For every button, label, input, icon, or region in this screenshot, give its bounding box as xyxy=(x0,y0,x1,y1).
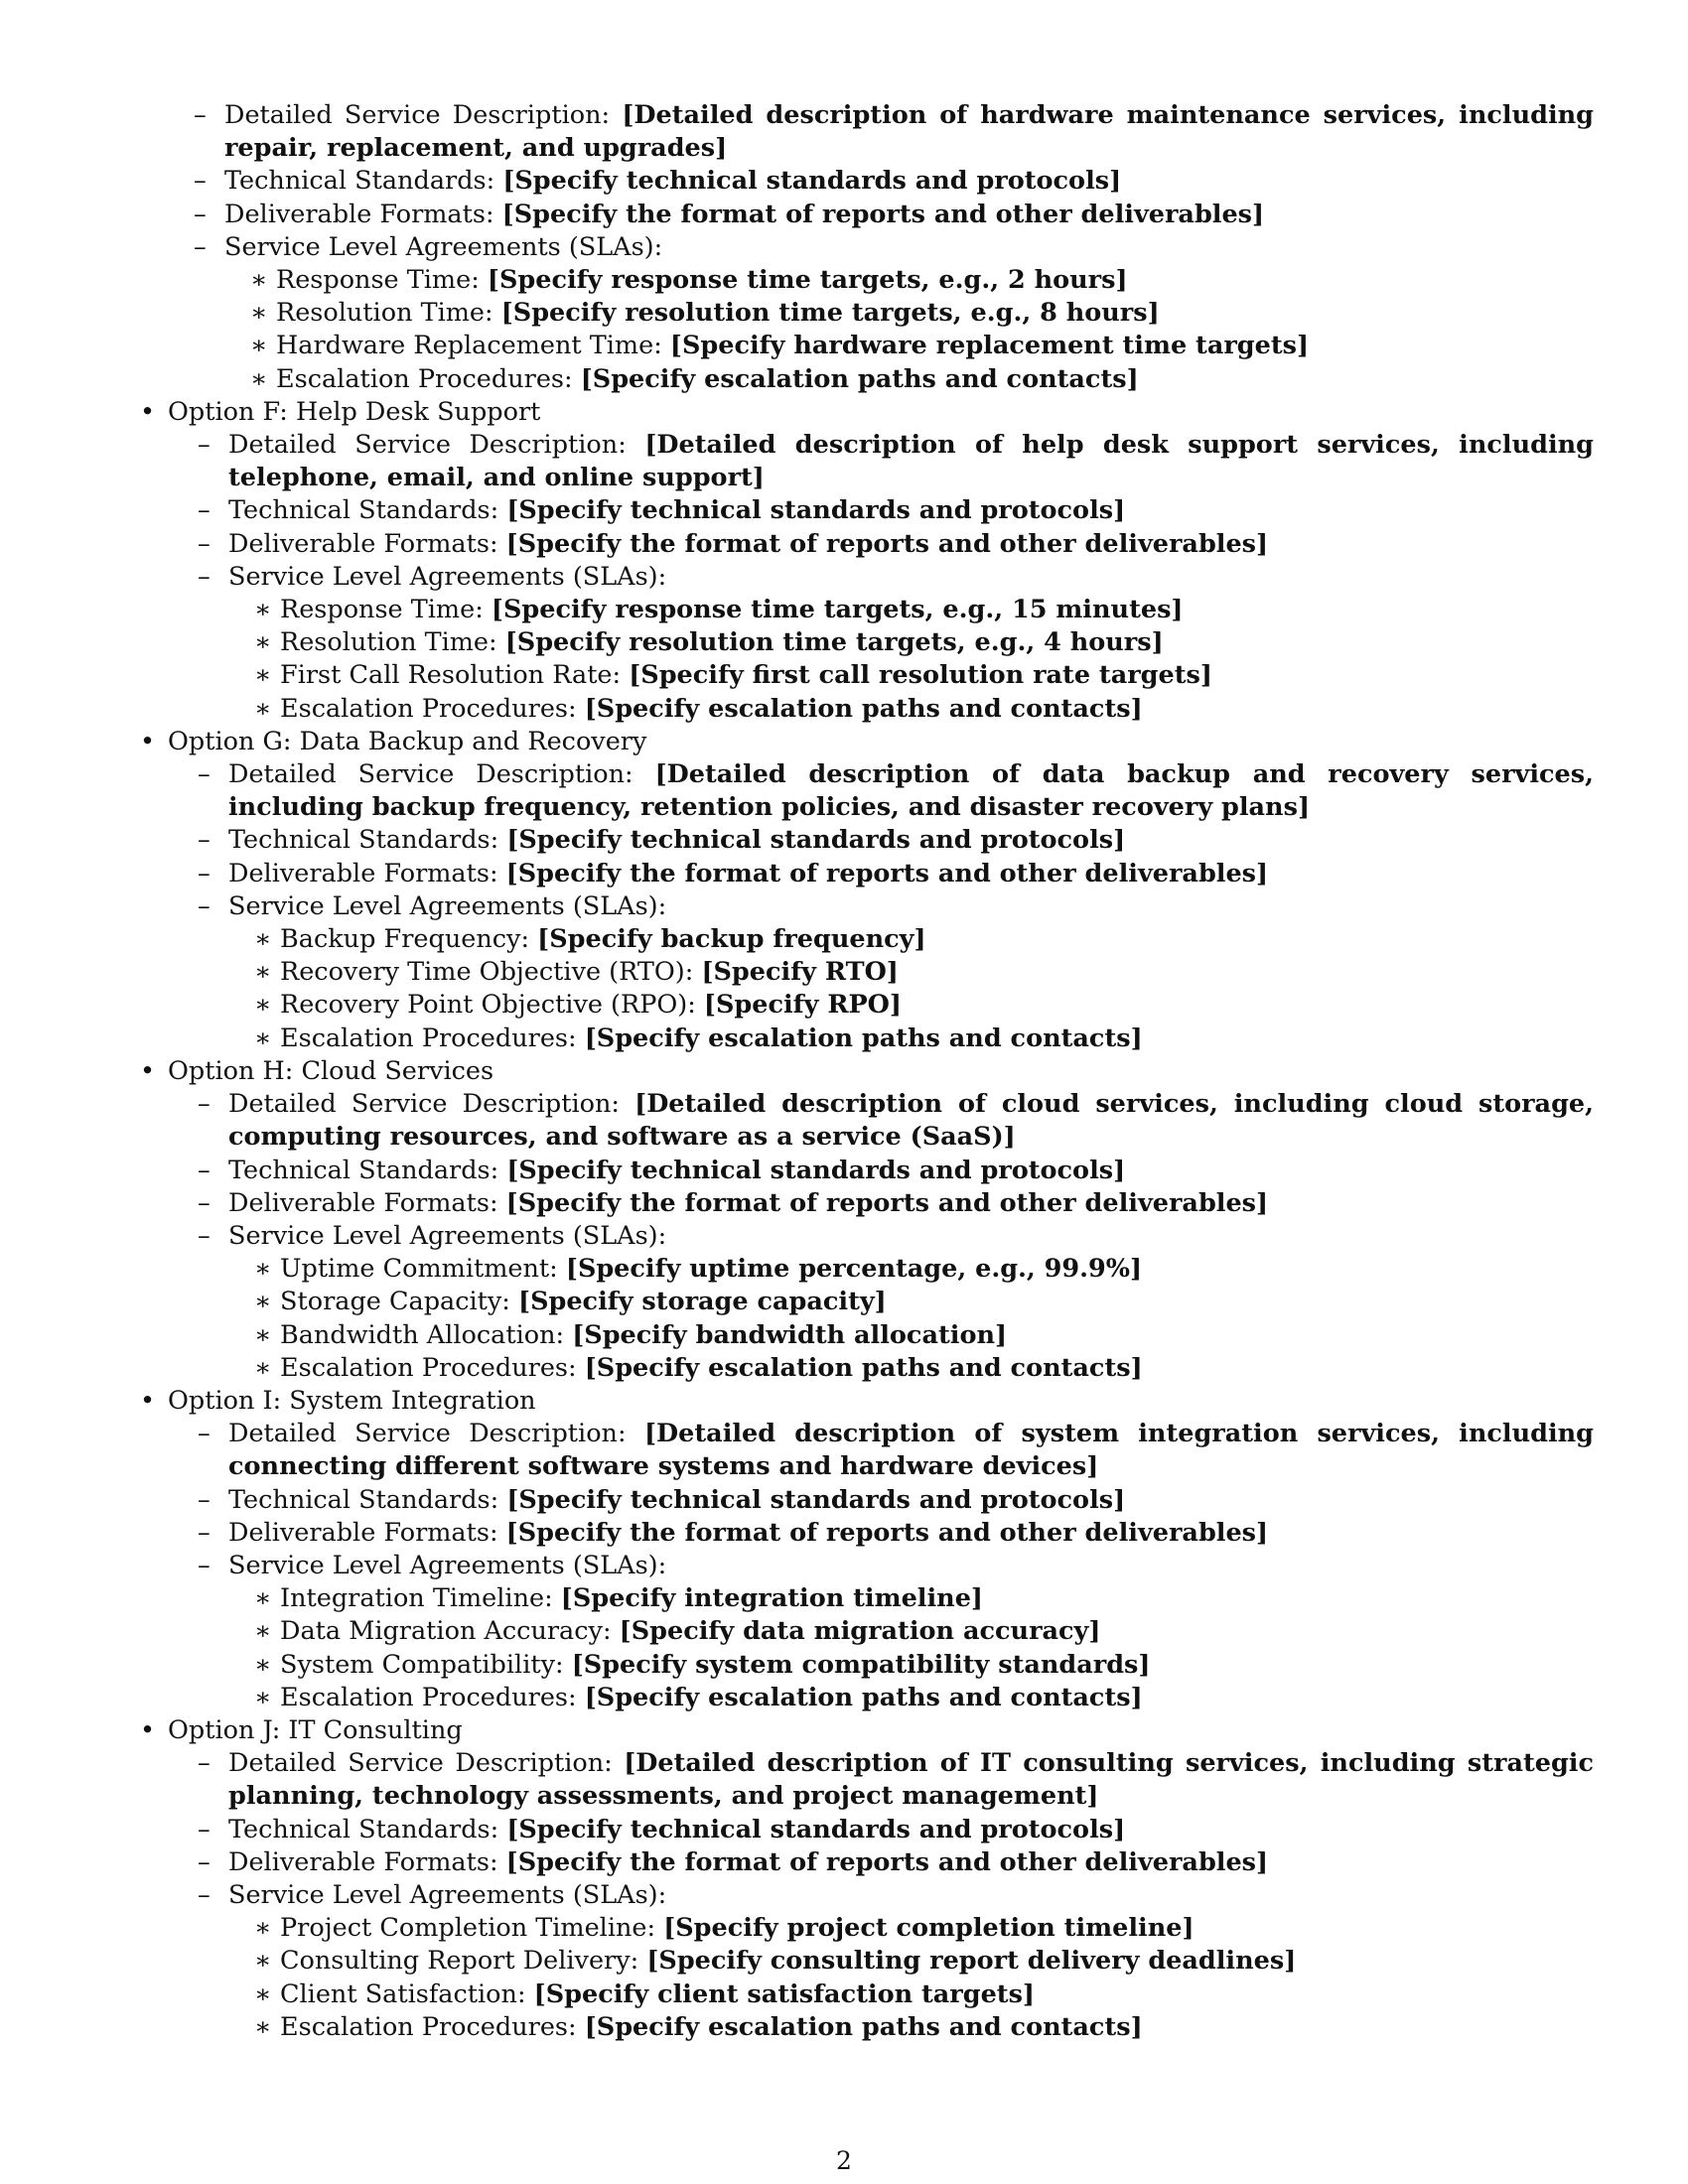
dash-marker: – xyxy=(198,890,211,921)
sla-label: Integration Timeline: xyxy=(280,1583,553,1614)
sla-entry xyxy=(254,594,1594,626)
sla-list xyxy=(254,1253,1594,1385)
dash-marker: – xyxy=(194,166,207,197)
item-label: Technical Standards: xyxy=(228,825,499,856)
item-label: Service Level Agreements (SLAs): xyxy=(228,1550,667,1580)
deliverable-formats-item xyxy=(194,199,1594,231)
dash-marker: – xyxy=(198,1089,211,1120)
star-marker: ∗ xyxy=(254,2011,272,2042)
item-label: Detailed Service Description: xyxy=(228,430,627,461)
sla-entry xyxy=(254,1286,1594,1318)
sla-label: Resolution Time: xyxy=(276,298,493,329)
star-marker: ∗ xyxy=(250,298,268,329)
sla-list xyxy=(250,264,1594,396)
sla-value: [Specify system compatibility standards] xyxy=(571,1649,1151,1680)
technical-standards-item xyxy=(194,165,1594,198)
sla-entry xyxy=(250,297,1594,330)
option-title: Option G: Data Backup and Recovery xyxy=(168,726,647,756)
star-marker: ∗ xyxy=(254,595,272,625)
dash-marker: – xyxy=(198,858,211,888)
sla-entry xyxy=(254,659,1594,692)
continued-option-details xyxy=(194,99,1594,396)
deliverable-formats-item xyxy=(198,858,1594,890)
sla-label: Response Time: xyxy=(280,595,484,625)
dash-marker: – xyxy=(198,495,211,526)
dash-marker: – xyxy=(198,1517,211,1548)
sla-list xyxy=(254,1912,1594,2044)
item-label: Detailed Service Description: xyxy=(228,759,633,790)
technical-standards-item xyxy=(198,1484,1594,1517)
dash-marker: – xyxy=(198,1814,211,1844)
dash-marker: – xyxy=(198,1879,211,1910)
star-marker: ∗ xyxy=(254,1946,272,1977)
sla-label: Escalation Procedures: xyxy=(280,2011,577,2042)
star-marker: ∗ xyxy=(254,627,272,658)
item-value: [Specify the format of reports and other deliverables] xyxy=(505,858,1269,888)
sla-entry xyxy=(254,956,1594,989)
dash-marker: – xyxy=(194,199,207,229)
star-marker: ∗ xyxy=(250,331,268,361)
sla-label: Recovery Time Objective (RTO): xyxy=(280,957,694,988)
sla-label: Uptime Commitment: xyxy=(280,1254,558,1285)
sla-entry xyxy=(254,693,1594,726)
service-description-item xyxy=(194,99,1594,165)
sla-entry xyxy=(254,989,1594,1022)
star-marker: ∗ xyxy=(250,265,268,296)
sla-value: [Specify storage capacity] xyxy=(518,1287,887,1317)
option-title: Option H: Cloud Services xyxy=(168,1055,494,1086)
sla-list xyxy=(254,1582,1594,1714)
item-label: Service Level Agreements (SLAs): xyxy=(228,561,667,592)
dash-marker: – xyxy=(194,231,207,262)
sla-label: Storage Capacity: xyxy=(280,1287,510,1317)
options-list xyxy=(140,396,1595,2044)
item-value: [Specify the format of reports and other deliverables] xyxy=(505,1517,1269,1548)
dash-marker: – xyxy=(198,1748,211,1779)
option-details xyxy=(198,758,1594,1055)
item-value: [Specify technical standards and protocols] xyxy=(506,825,1126,856)
option-details xyxy=(198,1418,1595,1714)
sla-entry xyxy=(254,2011,1594,2044)
star-marker: ∗ xyxy=(254,990,272,1021)
item-label: Detailed Service Description: xyxy=(228,1089,620,1120)
item-value: [Detailed description of help desk support services, including telephone, email, and online support] xyxy=(228,430,1595,493)
option-item xyxy=(140,396,1595,726)
sla-entry xyxy=(254,1649,1594,1682)
star-marker: ∗ xyxy=(254,1616,272,1647)
item-value: [Detailed description of IT consulting services, including strategic planning, technology assessments, and project management] xyxy=(228,1748,1595,1812)
sla-entry xyxy=(250,363,1594,396)
sla-value: [Specify escalation paths and contacts] xyxy=(580,363,1139,394)
dash-marker: – xyxy=(198,1419,211,1449)
option-item xyxy=(140,726,1594,1055)
star-marker: ∗ xyxy=(254,1583,272,1614)
deliverable-formats-item xyxy=(198,1187,1594,1220)
item-label: Deliverable Formats: xyxy=(228,1187,498,1218)
star-marker: ∗ xyxy=(254,1254,272,1285)
page-number: 2 xyxy=(836,2146,852,2175)
item-value: [Specify the format of reports and other deliverables] xyxy=(505,1187,1269,1218)
service-description-item xyxy=(198,1418,1595,1483)
technical-standards-item xyxy=(198,1155,1594,1187)
dash-marker: – xyxy=(194,100,207,130)
sla-value: [Specify backup frequency] xyxy=(537,924,926,955)
star-marker: ∗ xyxy=(254,660,272,691)
item-label: Deliverable Formats: xyxy=(224,199,494,229)
sla-label: Escalation Procedures: xyxy=(280,693,577,724)
sla-entry xyxy=(250,330,1594,362)
sla-label: Escalation Procedures: xyxy=(276,363,573,394)
star-marker: ∗ xyxy=(254,1979,272,2009)
dash-marker: – xyxy=(198,1550,211,1580)
sla-value: [Specify uptime percentage, e.g., 99.9%] xyxy=(565,1254,1143,1285)
sla-item xyxy=(198,1879,1594,2044)
sla-label: Data Migration Accuracy: xyxy=(280,1616,612,1647)
item-label: Detailed Service Description: xyxy=(228,1419,627,1449)
sla-value: [Specify first call resolution rate targets] xyxy=(629,660,1212,691)
dash-marker: – xyxy=(198,1220,211,1251)
sla-entry xyxy=(254,923,1594,956)
technical-standards-item xyxy=(198,1814,1594,1846)
item-label: Service Level Agreements (SLAs): xyxy=(228,1220,667,1251)
dash-marker: – xyxy=(198,430,211,461)
option-details xyxy=(198,1747,1595,2044)
sla-label: Bandwidth Allocation: xyxy=(280,1319,565,1350)
star-marker: ∗ xyxy=(254,1682,272,1712)
sla-value: [Specify RTO] xyxy=(701,957,899,988)
service-description-item xyxy=(198,758,1594,824)
dash-marker: – xyxy=(198,1846,211,1877)
bullet-marker: • xyxy=(140,1385,156,1416)
item-value: [Specify the format of reports and other deliverables] xyxy=(505,1846,1269,1877)
item-value: [Detailed description of cloud services, including cloud storage, computing resources, and software as a service (SaaS)] xyxy=(228,1089,1594,1153)
sla-list xyxy=(254,923,1594,1055)
option-title: Option I: System Integration xyxy=(168,1385,536,1416)
star-marker: ∗ xyxy=(250,363,268,394)
service-description-item xyxy=(198,1747,1595,1813)
sla-label: Client Satisfaction: xyxy=(280,1979,526,2009)
sla-label: Escalation Procedures: xyxy=(280,1023,577,1053)
sla-entry xyxy=(254,1352,1594,1385)
sla-item xyxy=(194,231,1594,396)
item-value: [Specify the format of reports and other deliverables] xyxy=(501,199,1265,229)
option-title: Option J: IT Consulting xyxy=(168,1714,463,1745)
sla-item xyxy=(198,1220,1594,1385)
dash-marker: – xyxy=(198,1187,211,1218)
star-marker: ∗ xyxy=(254,1352,272,1383)
sla-value: [Specify RPO] xyxy=(703,990,902,1021)
service-description-item xyxy=(198,1088,1594,1154)
sla-label: Resolution Time: xyxy=(280,627,497,658)
sla-entry xyxy=(254,1615,1594,1648)
sla-value: [Specify integration timeline] xyxy=(560,1583,983,1614)
sla-value: [Specify response time targets, e.g., 2 hours] xyxy=(487,265,1128,296)
dash-marker: – xyxy=(198,528,211,559)
sla-value: [Specify resolution time targets, e.g., 4 hours] xyxy=(504,627,1164,658)
option-item xyxy=(140,1055,1594,1385)
sla-entry xyxy=(254,1945,1594,1978)
item-label: Service Level Agreements (SLAs): xyxy=(224,231,663,262)
star-marker: ∗ xyxy=(254,693,272,724)
deliverable-formats-item xyxy=(198,528,1594,561)
star-marker: ∗ xyxy=(254,1287,272,1317)
sla-list xyxy=(254,594,1594,726)
star-marker: ∗ xyxy=(254,924,272,955)
sla-label: Backup Frequency: xyxy=(280,924,530,955)
option-details xyxy=(198,1088,1594,1385)
option-details xyxy=(198,429,1595,726)
item-value: [Detailed description of data backup and recovery services, including backup frequency, retention policies, and disaster recovery plans] xyxy=(228,759,1594,823)
document-body xyxy=(140,99,1595,2044)
star-marker: ∗ xyxy=(254,957,272,988)
item-label: Deliverable Formats: xyxy=(228,528,498,559)
star-marker: ∗ xyxy=(254,1319,272,1350)
item-label: Technical Standards: xyxy=(224,166,495,197)
dash-marker: – xyxy=(198,561,211,592)
item-value: [Specify technical standards and protocols] xyxy=(506,1814,1126,1844)
sla-label: Escalation Procedures: xyxy=(280,1352,577,1383)
sla-entry xyxy=(250,264,1594,297)
star-marker: ∗ xyxy=(254,1649,272,1680)
sla-value: [Specify resolution time targets, e.g., 8 hours] xyxy=(500,298,1160,329)
sla-value: [Specify data migration accuracy] xyxy=(619,1616,1101,1647)
sla-label: Consulting Report Delivery: xyxy=(280,1946,639,1977)
sla-entry xyxy=(254,1023,1594,1055)
item-label: Technical Standards: xyxy=(228,1814,499,1844)
bullet-marker: • xyxy=(140,726,156,756)
sla-entry xyxy=(254,1912,1594,1945)
item-label: Deliverable Formats: xyxy=(228,858,498,888)
item-value: [Specify the format of reports and other deliverables] xyxy=(505,528,1269,559)
item-label: Deliverable Formats: xyxy=(228,1846,498,1877)
sla-value: [Specify hardware replacement time targets] xyxy=(669,331,1310,361)
sla-label: Hardware Replacement Time: xyxy=(276,331,662,361)
option-item xyxy=(140,1385,1595,1714)
sla-value: [Specify escalation paths and contacts] xyxy=(584,1682,1143,1712)
sla-item xyxy=(198,1550,1594,1714)
item-label: Detailed Service Description: xyxy=(224,100,611,130)
item-value: [Specify technical standards and protocols] xyxy=(506,1484,1126,1515)
sla-label: Project Completion Timeline: xyxy=(280,1913,656,1944)
item-label: Technical Standards: xyxy=(228,1155,499,1185)
technical-standards-item xyxy=(198,494,1594,527)
star-marker: ∗ xyxy=(254,1023,272,1053)
star-marker: ∗ xyxy=(254,1913,272,1944)
item-label: Service Level Agreements (SLAs): xyxy=(228,890,667,921)
item-value: [Specify technical standards and protocols] xyxy=(502,166,1122,197)
sla-label: Response Time: xyxy=(276,265,480,296)
sla-item xyxy=(198,561,1594,726)
dash-marker: – xyxy=(198,1155,211,1185)
deliverable-formats-item xyxy=(198,1517,1594,1550)
item-label: Technical Standards: xyxy=(228,495,499,526)
bullet-marker: • xyxy=(140,396,156,427)
item-value: [Specify technical standards and protocols] xyxy=(506,1155,1126,1185)
item-value: [Specify technical standards and protocols] xyxy=(506,495,1126,526)
sla-label: System Compatibility: xyxy=(280,1649,564,1680)
sla-entry xyxy=(254,626,1594,659)
sla-value: [Specify escalation paths and contacts] xyxy=(584,1352,1143,1383)
sla-value: [Specify client satisfaction targets] xyxy=(533,1979,1035,2009)
sla-value: [Specify project completion timeline] xyxy=(663,1913,1195,1944)
sla-entry xyxy=(254,1582,1594,1615)
bullet-marker: • xyxy=(140,1055,156,1086)
sla-entry xyxy=(254,1682,1594,1714)
bullet-marker: • xyxy=(140,1714,156,1745)
deliverable-formats-item xyxy=(198,1846,1594,1879)
sla-value: [Specify escalation paths and contacts] xyxy=(584,1023,1143,1053)
sla-label: First Call Resolution Rate: xyxy=(280,660,622,691)
sla-label: Recovery Point Objective (RPO): xyxy=(280,990,696,1021)
sla-value: [Specify bandwidth allocation] xyxy=(572,1319,1008,1350)
sla-value: [Specify escalation paths and contacts] xyxy=(584,2011,1143,2042)
sla-item xyxy=(198,890,1594,1055)
option-item xyxy=(140,1714,1595,2044)
sla-entry xyxy=(254,1253,1594,1286)
item-value: [Detailed description of hardware maintenance services, including repair, replacement, and upgrades] xyxy=(224,100,1594,164)
technical-standards-item xyxy=(198,824,1594,857)
dash-marker: – xyxy=(198,825,211,856)
dash-marker: – xyxy=(198,1484,211,1515)
item-label: Deliverable Formats: xyxy=(228,1517,498,1548)
sla-entry xyxy=(254,1979,1594,2011)
item-label: Detailed Service Description: xyxy=(228,1748,613,1779)
dash-marker: – xyxy=(198,759,211,790)
item-value: [Detailed description of system integration services, including connecting different software systems and hardware devices] xyxy=(228,1419,1595,1482)
sla-value: [Specify consulting report delivery deadlines] xyxy=(646,1946,1297,1977)
service-description-item xyxy=(198,429,1595,494)
sla-label: Escalation Procedures: xyxy=(280,1682,577,1712)
sla-value: [Specify response time targets, e.g., 15 minutes] xyxy=(491,595,1184,625)
sla-value: [Specify escalation paths and contacts] xyxy=(584,693,1143,724)
sla-entry xyxy=(254,1319,1594,1352)
item-label: Technical Standards: xyxy=(228,1484,499,1515)
item-label: Service Level Agreements (SLAs): xyxy=(228,1879,667,1910)
option-title: Option F: Help Desk Support xyxy=(168,396,541,427)
